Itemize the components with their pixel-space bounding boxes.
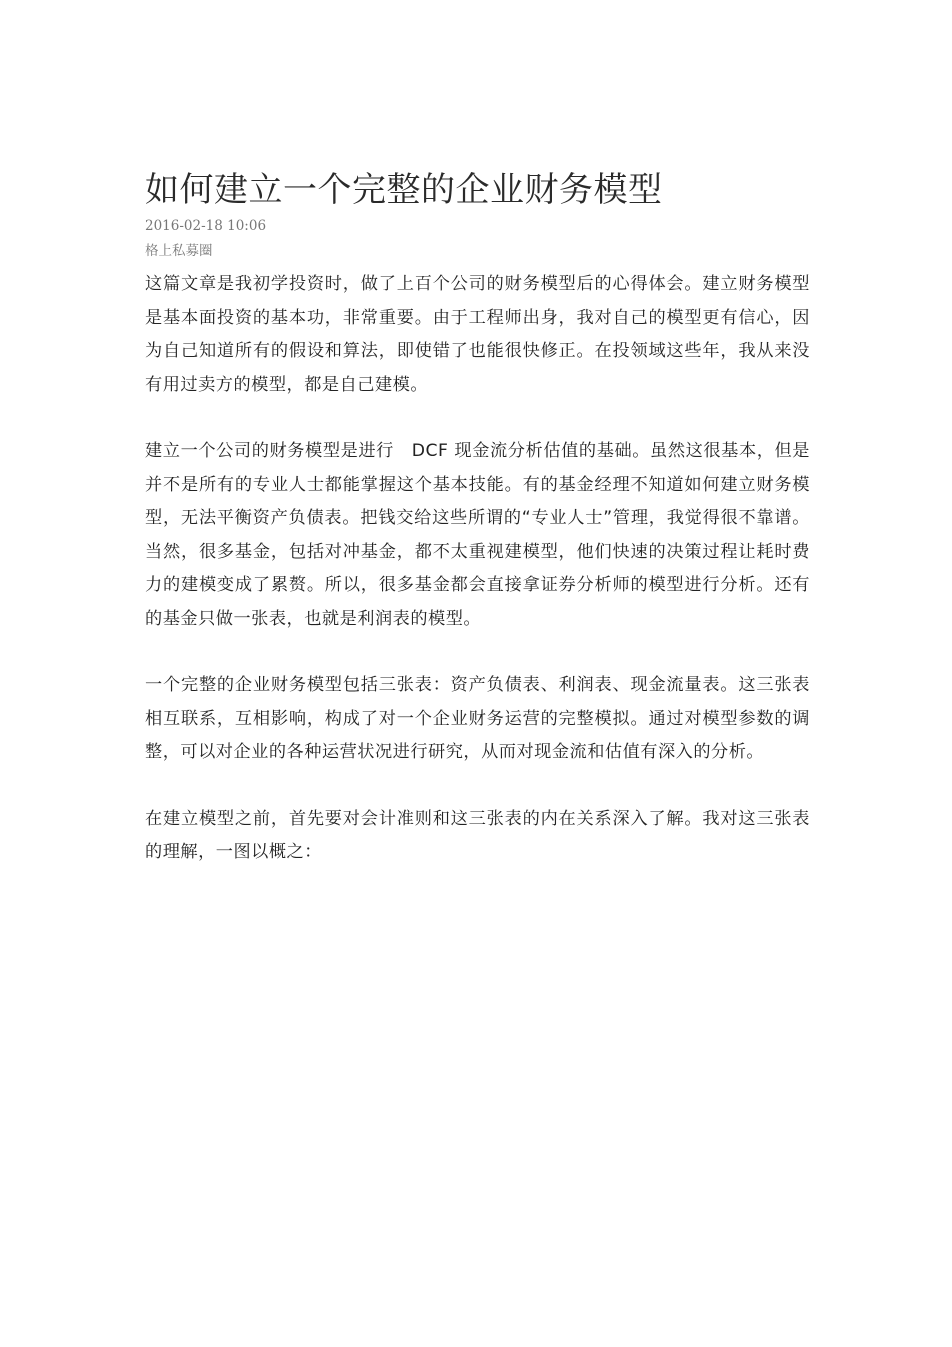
publish-date: 2016-02-18 10:06 (145, 218, 267, 234)
paragraph-3: 一个完整的企业财务模型包括三张表：资产负债表、利润表、现金流量表。这三张表相互联系，互相影响，构成了对一个企业财务运营的完整模拟。通过对模型参数的调整，可以对企业的各种运营状况进行研究，从而对现金流和估值有深入的分析。 (145, 675, 810, 762)
article-source: 格上私募圈 (145, 243, 213, 259)
paragraph-1: 这篇文章是我初学投资时，做了上百个公司的财务模型后的心得体会。建立财务模型是基本面投资的基本功，非常重要。由于工程师出身，我对自己的模型更有信心，因为自己知道所有的假设和算法，即使错了也能很快修正。在投领域这些年，我从来没有用过卖方的模型，都是自己建模。 (145, 274, 810, 395)
paragraph-4: 在建立模型之前，首先要对会计准则和这三张表的内在关系深入了解。我对这三张表的理解，一图以概之： (145, 808, 810, 862)
paragraph-2: 建立一个公司的财务模型是进行 DCF 现金流分析估值的基础。虽然这很基本，但是并不是所有的专业人士都能掌握这个基本技能。有的基金经理不知道如何建立财务模型，无法平衡资产负债表。把钱交给这些所谓的“专业人士”管理，我觉得很不靠谱。当然，很多基金，包括对冲基金，都不太重视建模型，他们快速的决策过程让耗时费力的建模变成了累赘。所以，很多基金都会直接拿证券分析师的模型进行分析。还有的基金只做一张表，也就是利润表的模型。 (145, 441, 810, 629)
article (145, 168, 810, 870)
article-title: 如何建立一个完整的企业财务模型 (145, 170, 663, 210)
